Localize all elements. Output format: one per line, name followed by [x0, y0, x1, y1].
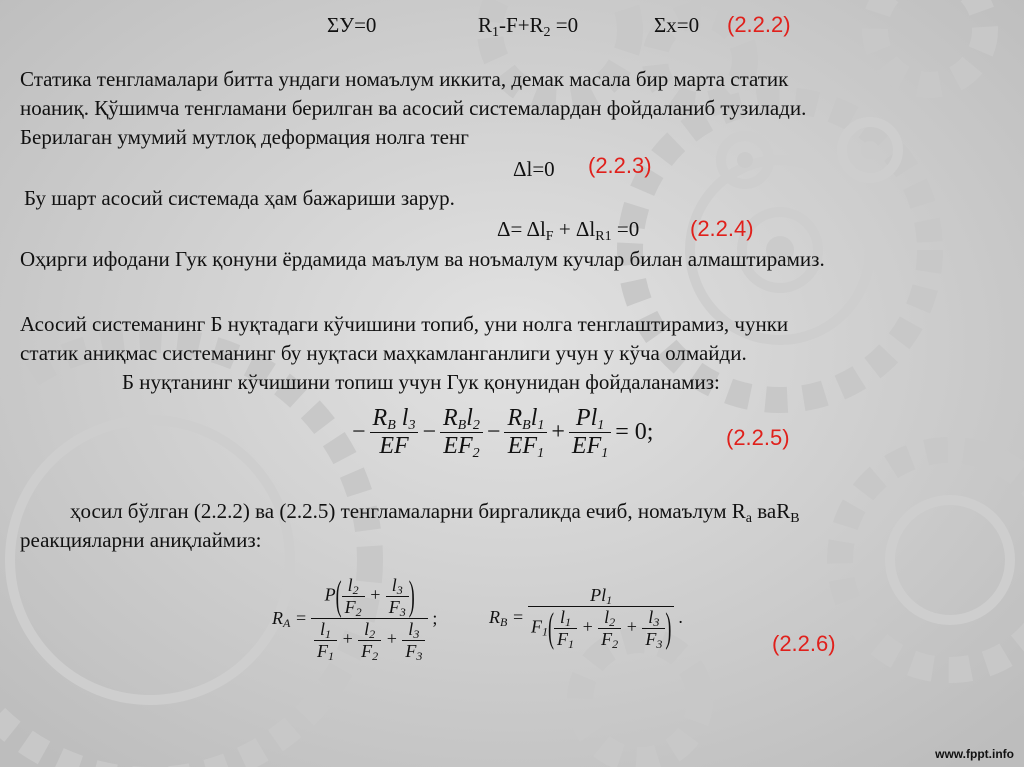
paragraph-line: Бу шарт асосий системада ҳам бажариши зарур.	[24, 186, 455, 210]
equation-reaction-ra: $R_A$ = P( $\frac{l_2}{F_2}$ + $\frac{l_3}{F_3}$ ) $\frac{l_1}{F_1}$ + $\frac{l_2}{F_2}$ + $\frac{l_3}{F_3}$ ;	[272, 572, 438, 663]
equation-label-2-2-3: (2.2.3)	[588, 153, 652, 178]
paragraph-line: ҳосил бўлган (2.2.2) ва (2.2.5) тенгламаларни биргаликда ечиб, номаълум $R_a$ ваR$_B$	[70, 499, 800, 526]
paragraph-line: ноаниқ. Қўшимча тенгламани берилган ва асосий системалардан фойдаланиб тузилади.	[20, 96, 807, 120]
equation-label-2-2-6: (2.2.6)	[772, 631, 836, 656]
paragraph-line: Оҳирги ифодани Гук қонуни ёрдамида маълум ва ноъмалум кучлар билан алмаштирамиз.	[20, 247, 825, 271]
equation-hooke-sum: − $\frac{R_B l_3}{EF}$ − $\frac{R_Bl_2}{EF_2}$ − $\frac{R_Bl_1}{EF_1}$ + $\frac{Pl_1}{EF_1}$ = 0;	[352, 405, 654, 461]
equation-label-2-2-5: (2.2.5)	[726, 425, 790, 450]
equation-delta-l: Δl=0	[513, 157, 555, 181]
paragraph-line: Б нуқтанинг кўчишини топиш учун Гук қонунидан фойдаланамиз:	[122, 370, 720, 394]
paragraph-line: Асосий системанинг Б нуқтадаги кўчишини топиб, уни нолга тенглаштирамиз, чунки	[20, 312, 789, 336]
equation-label-2-2-2: (2.2.2)	[727, 12, 791, 37]
paragraph-line: статик аниқмас системанинг бу нуқтаси маҳкамланганлиги учун у кўча олмайди.	[20, 341, 747, 365]
equation-sum-x: Σx=0	[654, 13, 700, 37]
footer-watermark: www.fppt.info	[935, 747, 1014, 761]
paragraph-line: реакцияларни аниқлаймиз:	[20, 528, 262, 552]
equation-sum-y: ΣУ=0	[327, 13, 377, 37]
equation-reactions: $R_1-F+R_2 =0$	[478, 13, 579, 40]
paragraph-line: Берилаган умумий мутлоқ деформация нолга тенг	[20, 125, 469, 149]
equation-reaction-rb: $R_B$ = $Pl_1$ $F_1$( $\frac{l_1}{F_1}$ + $\frac{l_2}{F_2}$ + $\frac{l_3}{F_3}$ ) .	[489, 585, 683, 651]
equation-label-2-2-4: (2.2.4)	[690, 216, 754, 241]
equation-total-delta: $\Delta= \Delta l_F + \Delta l_{R1} =0$	[497, 217, 640, 244]
paragraph-line: Статика тенгламалари битта ундаги номаълум иккита, демак масала бир марта статик	[20, 67, 789, 91]
